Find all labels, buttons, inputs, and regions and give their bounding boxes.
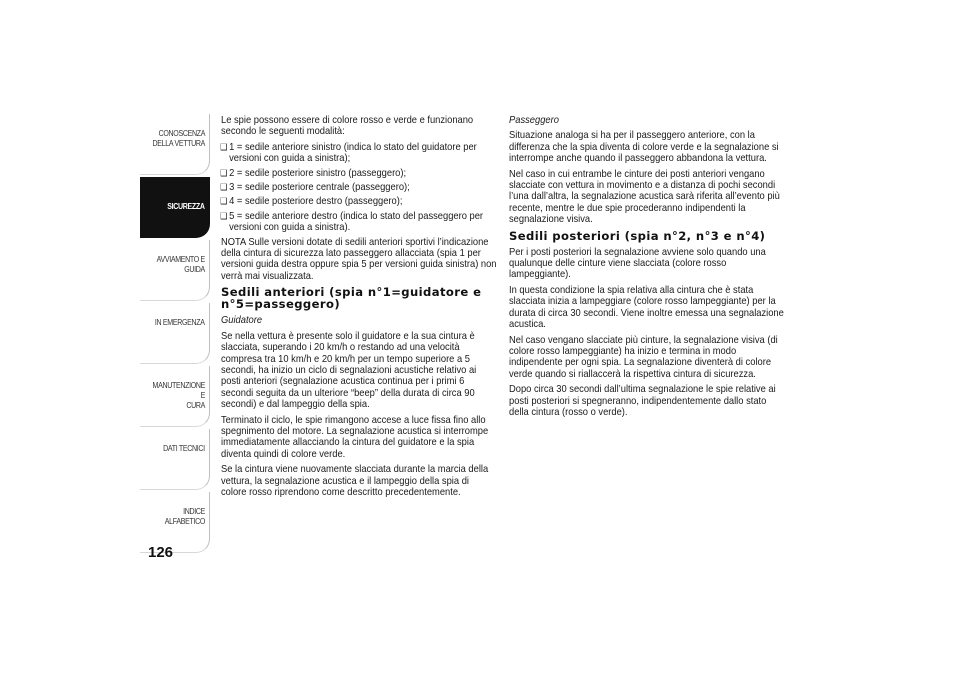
seat-list [221, 142, 497, 234]
tab-sicurezza[interactable] [140, 177, 210, 238]
body-paragraph: Dopo circa 30 secondi dall’ultima segnalazione le spie relative ai posti posteriori si spegneranno, indipendentemente dallo stato della cintura (rosso o verde). [509, 384, 776, 418]
list-item: ❑ 5 = sedile anteriore destro (indica lo stato del passeggero per versioni con guida a sinistra). [221, 211, 505, 234]
body-paragraph: Per i posti posteriori la segnalazione avviene solo quando una qualunque delle cinture viene slacciata (colore rosso lampeggiante). [509, 246, 766, 281]
body-paragraph: Nel caso vengano slacciate più cinture, la segnalazione visiva (di colore rosso lampeggiante) ha inizio e termina in modo indipendente per ogni spia. La segnalazione diventerà di colore verde quando si riallaccerà la rispettiva cintura di sicurezza. [509, 334, 778, 380]
right-column [509, 115, 785, 422]
tab-in-emergenza[interactable] [140, 303, 210, 364]
tab-conoscenza-della-vettura[interactable] [140, 114, 210, 175]
tab-manutenzione-e-cura[interactable] [140, 366, 210, 427]
section-heading: Sedili anteriori (spia n°1=guidatore e n°5=passeggero) [221, 285, 482, 312]
list-item: ❑ 1 = sedile anteriore sinistro (indica lo stato del guidatore per versioni con guida a sinistra); [221, 142, 505, 165]
tab-label: IN EMERGENZA [155, 317, 205, 327]
intro-paragraph: Le spie possono essere di colore rosso e verde e funzionano secondo le seguenti modalità: [221, 115, 474, 138]
page-number: 126 [148, 544, 174, 561]
tab-label: CONOSCENZA DELLA VETTURA [152, 128, 205, 148]
subheading: Passeggero [509, 115, 559, 126]
left-column [221, 115, 497, 502]
body-paragraph: In questa condizione la spia relativa alla cintura che è stata slacciata inizia a lampeggiare (colore rosso lampeggiante) per la durata di circa 30 secondi. Viene inoltre emessa una segnalazione acustica. [509, 284, 784, 331]
tab-dati-tecnici[interactable] [140, 429, 210, 490]
list-item: ❑ 3 = sedile posteriore centrale (passeggero); [221, 182, 505, 193]
list-item: ❑ 2 = sedile posteriore sinistro (passeggero); [221, 168, 505, 179]
tab-label: INDICE ALFABETICO [164, 506, 205, 526]
tab-label: AVVIAMENTO E GUIDA [156, 254, 205, 274]
body-paragraph: Nel caso in cui entrambe le cinture dei posti anteriori vengano slacciate con vettura in movimento e a distanza di pochi secondi l’una dall’altra, la segnalazione acustica sarà riferita all’evento più recente, mentre le due spie procederanno indipendenti la segnalazione visiva. [509, 168, 780, 226]
tab-label: DATI TECNICI [163, 443, 205, 453]
tab-label: SICUREZZA [167, 201, 205, 211]
body-paragraph: Se la cintura viene nuovamente slacciata durante la marcia della vettura, la segnalazione acustica e il lampeggio della spia di colore rosso riprendono come descritto precedentemente. [221, 464, 489, 498]
body-paragraph: Situazione analoga si ha per il passeggero anteriore, con la differenza che la spia diventa di colore verde e la segnalazione si interrompe anche quando il passeggero abbandona la vettura. [509, 130, 779, 165]
note-paragraph: NOTA Sulle versioni dotate di sedili anteriori sportivi l’indicazione della cintura di sicurezza lato passeggero allacciata (spia 1 per versioni guida destra oppure spia 5 per versioni guida sinistra) non verrà mai visualizzata. [221, 236, 497, 282]
section-tabs [140, 114, 210, 555]
tab-label: MANUTENZIONE E CURA [152, 380, 205, 410]
body-paragraph: Terminato il ciclo, le spie rimangono accese a luce fissa fino allo spegnimento del motore. La segnalazione acustica si interrompe immediatamente allacciando la cintura del guidatore e la spia diventa quindi di colore verde. [221, 414, 489, 460]
body-paragraph: Se nella vettura è presente solo il guidatore e la sua cintura è slacciata, superando i 20 km/h o restando ad una velocità compresa tra 10 km/h e 20 km/h per un tempo superiore a 5 secondi, ha inizio un ciclo di segnalazioni acustiche relativo ai posti anteriori (segnalazione acustica continua per i primi 6 secondi seguita da un ulteriore “beep” della durata di circa 90 secondi) e dal lampeggio della spia. [221, 330, 477, 411]
subheading: Guidatore [221, 315, 263, 327]
tab-avviamento-e-guida[interactable] [140, 240, 210, 301]
list-item: ❑ 4 = sedile posteriore destro (passeggero); [221, 196, 505, 207]
section-heading: Sedili posteriori (spia n°2, n°3 e n°4) [509, 228, 766, 243]
